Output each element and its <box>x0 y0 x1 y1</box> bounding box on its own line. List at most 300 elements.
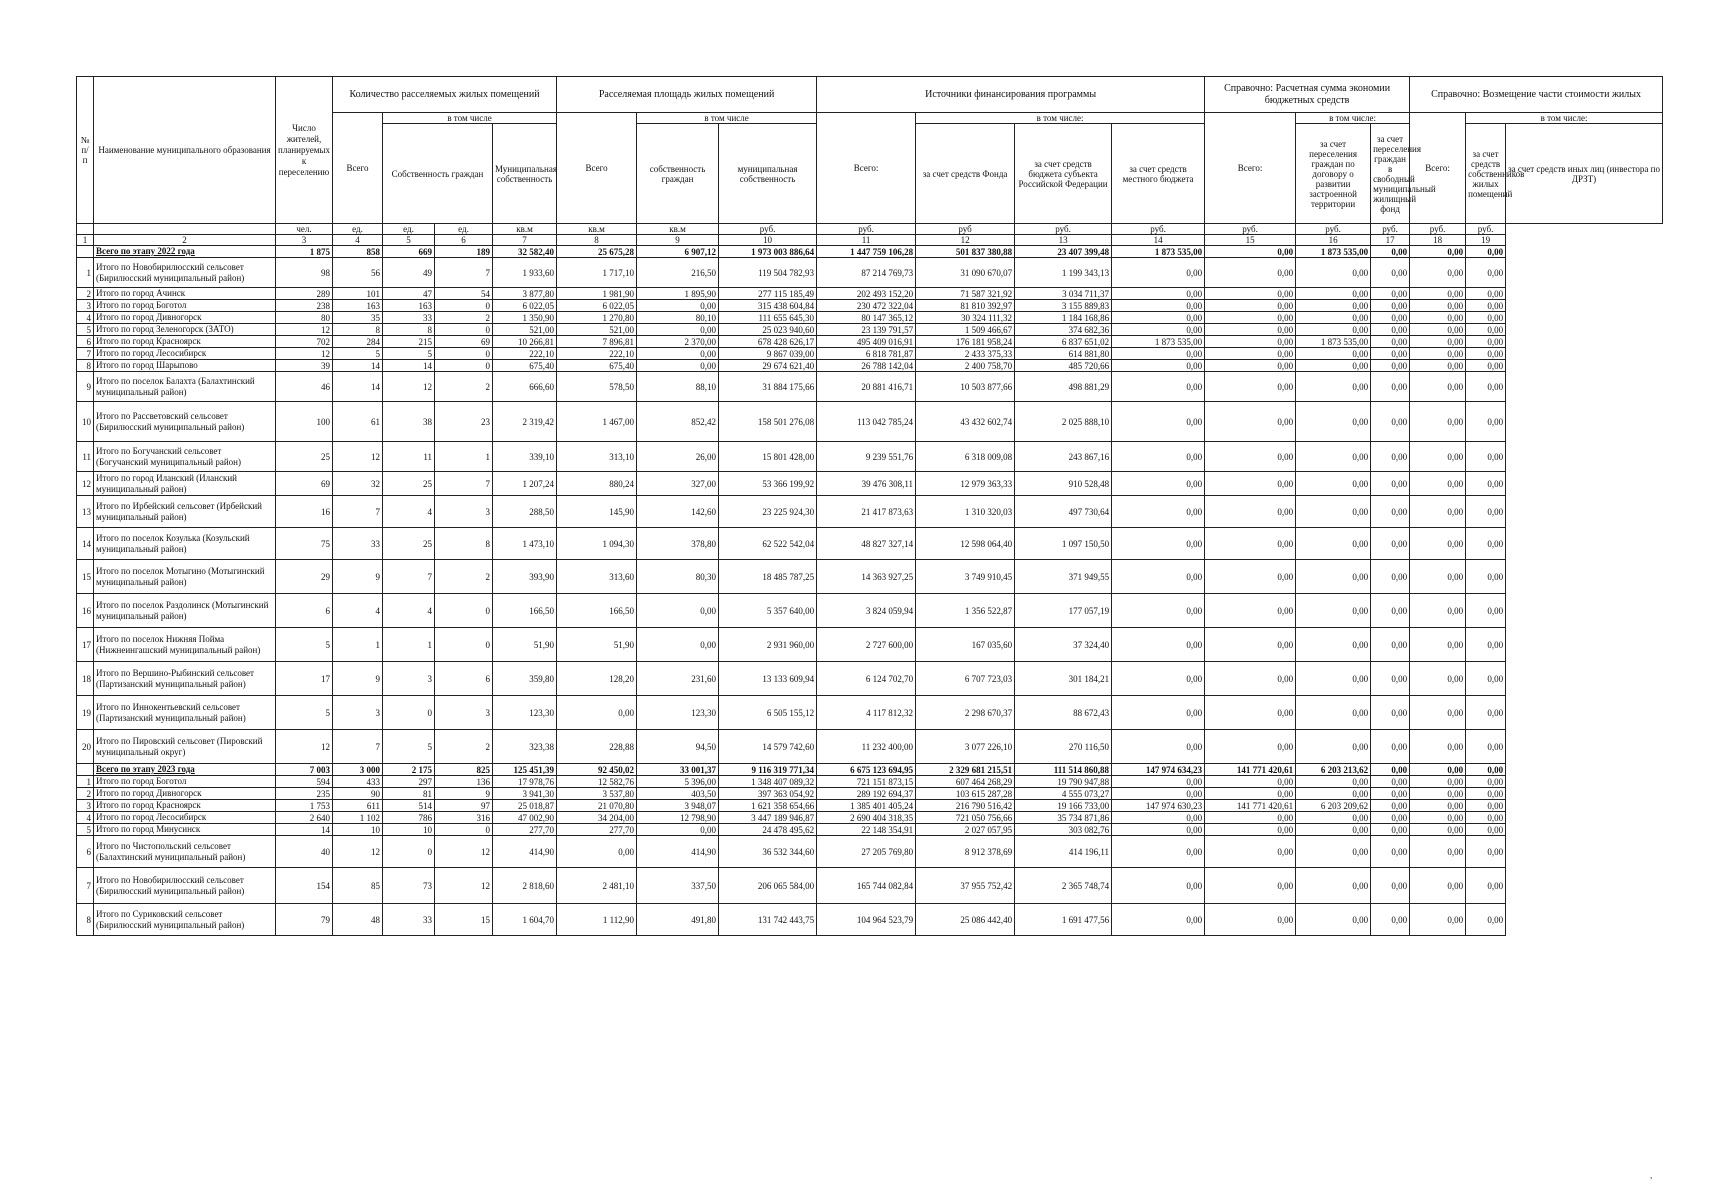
value-cell: 25 <box>383 472 435 496</box>
row-number: 7 <box>77 868 94 904</box>
value-cell: 1 981,90 <box>557 288 637 300</box>
value-cell: 2 931 960,00 <box>719 628 817 662</box>
municipality-name: Итого по город Минусинск <box>94 824 276 836</box>
hdr-units-incl: в том числе <box>383 113 557 124</box>
value-cell: 19 790 947,88 <box>1015 776 1112 788</box>
row-number: 6 <box>77 336 94 348</box>
value-cell: 721 050 756,66 <box>916 812 1015 824</box>
value-cell: 4 <box>333 594 383 628</box>
value-cell: 0,00 <box>1410 904 1466 936</box>
value-cell: 141 771 420,61 <box>1205 800 1296 812</box>
row-number: 19 <box>77 696 94 730</box>
value-cell: 141 771 420,61 <box>1205 764 1296 776</box>
row-number: 3 <box>77 800 94 812</box>
value-cell: 2 365 748,74 <box>1015 868 1112 904</box>
value-cell: 0,00 <box>1410 258 1466 288</box>
value-cell: 94,50 <box>637 730 719 764</box>
value-cell: 0,00 <box>1410 360 1466 372</box>
value-cell: 111 655 645,30 <box>719 312 817 324</box>
table-row <box>77 868 1663 904</box>
value-cell: 0,00 <box>637 300 719 312</box>
value-cell: 1 691 477,56 <box>1015 904 1112 936</box>
value-cell: 0,00 <box>1466 662 1506 696</box>
municipality-name: Итого по Чистопольский сельсовет (Балахтинский муниципальный район) <box>94 836 276 868</box>
value-cell: 0,00 <box>1296 324 1371 336</box>
table-row <box>77 402 1663 442</box>
column-number-cell: 18 <box>1410 235 1466 246</box>
value-cell: 0,00 <box>1296 776 1371 788</box>
value-cell: 23 407 399,48 <box>1015 246 1112 258</box>
value-cell: 303 082,76 <box>1015 824 1112 836</box>
value-cell: 39 <box>276 360 333 372</box>
hdr-sav-free-fund: за счет переселения граждан в свободный муниципальный жилищный фонд <box>1371 124 1410 224</box>
value-cell: 0,00 <box>1466 904 1506 936</box>
value-cell: 0,00 <box>1296 836 1371 868</box>
value-cell: 26 788 142,04 <box>817 360 916 372</box>
value-cell: 327,00 <box>637 472 719 496</box>
value-cell: 675,40 <box>493 360 557 372</box>
column-number-cell: 16 <box>1296 235 1371 246</box>
value-cell: 9 867 039,00 <box>719 348 817 360</box>
value-cell: 47 002,90 <box>493 812 557 824</box>
value-cell: 19 166 733,00 <box>1015 800 1112 812</box>
value-cell: 0,00 <box>637 360 719 372</box>
hdr-group-reimbursement: Справочно: Возмещение части стоимости жилых <box>1410 77 1663 113</box>
value-cell: 0,00 <box>1466 800 1506 812</box>
value-cell: 0,00 <box>1466 336 1506 348</box>
value-cell: 0,00 <box>1410 836 1466 868</box>
value-cell: 675,40 <box>557 360 637 372</box>
municipality-name: Итого по Суриковский сельсовет (Бирилюсский муниципальный район) <box>94 904 276 936</box>
row-number: 5 <box>77 824 94 836</box>
value-cell: 69 <box>435 336 493 348</box>
municipality-name: Итого по город Красноярск <box>94 800 276 812</box>
value-cell: 0,00 <box>1205 324 1296 336</box>
value-cell: 17 <box>276 662 333 696</box>
value-cell: 0,00 <box>1410 312 1466 324</box>
value-cell: 678 428 626,17 <box>719 336 817 348</box>
table-row <box>77 560 1663 594</box>
value-cell: 2 298 670,37 <box>916 696 1015 730</box>
value-cell: 0,00 <box>1410 300 1466 312</box>
value-cell: 8 <box>435 528 493 560</box>
value-cell: 73 <box>383 868 435 904</box>
value-cell: 165 744 082,84 <box>817 868 916 904</box>
unit-cell: руб. <box>1205 224 1296 235</box>
value-cell: 36 532 344,60 <box>719 836 817 868</box>
value-cell: 0,00 <box>1466 696 1506 730</box>
value-cell: 2 329 681 215,51 <box>916 764 1015 776</box>
table-row <box>77 442 1663 472</box>
row-number: 15 <box>77 560 94 594</box>
value-cell: 0,00 <box>1466 246 1506 258</box>
value-cell: 3 447 189 946,87 <box>719 812 817 824</box>
municipality-name: Итого по город Красноярск <box>94 336 276 348</box>
value-cell: 378,80 <box>637 528 719 560</box>
value-cell: 92 450,02 <box>557 764 637 776</box>
value-cell: 33 <box>383 312 435 324</box>
value-cell: 163 <box>383 300 435 312</box>
value-cell: 3 <box>435 496 493 528</box>
value-cell: 0,00 <box>1112 904 1205 936</box>
table-row <box>77 496 1663 528</box>
value-cell: 7 003 <box>276 764 333 776</box>
value-cell: 0,00 <box>1466 324 1506 336</box>
table-row <box>77 336 1663 348</box>
value-cell: 1 356 522,87 <box>916 594 1015 628</box>
value-cell: 0,00 <box>1296 730 1371 764</box>
value-cell: 0,00 <box>1371 594 1410 628</box>
value-cell: 0 <box>435 300 493 312</box>
resettlement-table <box>76 76 1663 936</box>
value-cell: 786 <box>383 812 435 824</box>
value-cell: 289 192 694,37 <box>817 788 916 800</box>
value-cell: 0,00 <box>1371 730 1410 764</box>
value-cell: 7 <box>435 472 493 496</box>
value-cell: 4 117 812,32 <box>817 696 916 730</box>
unit-cell: руб. <box>1296 224 1371 235</box>
column-number-cell: 14 <box>1112 235 1205 246</box>
value-cell: 0,00 <box>1371 824 1410 836</box>
hdr-sav-total: Всего: <box>1205 113 1296 224</box>
column-number-cell: 2 <box>94 235 276 246</box>
value-cell: 607 464 268,29 <box>916 776 1015 788</box>
value-cell: 1 873 535,00 <box>1296 336 1371 348</box>
value-cell: 0,00 <box>1371 258 1410 288</box>
value-cell: 14 579 742,60 <box>719 730 817 764</box>
value-cell: 3 034 711,37 <box>1015 288 1112 300</box>
value-cell: 0,00 <box>1112 868 1205 904</box>
table-row <box>77 472 1663 496</box>
value-cell: 0,00 <box>1205 868 1296 904</box>
value-cell: 206 065 584,00 <box>719 868 817 904</box>
value-cell: 0,00 <box>1371 868 1410 904</box>
value-cell: 0,00 <box>1371 662 1410 696</box>
municipality-name: Всего по этапу 2022 года <box>94 246 276 258</box>
value-cell: 1 199 343,13 <box>1015 258 1112 288</box>
hdr-reimb-incl: в том числе: <box>1466 113 1663 124</box>
row-number: 3 <box>77 300 94 312</box>
value-cell: 34 204,00 <box>557 812 637 824</box>
value-cell: 6 907,12 <box>637 246 719 258</box>
municipality-name: Итого по поселок Нижняя Пойма (Нижнеингашский муниципальный район) <box>94 628 276 662</box>
unit-cell: чел. <box>276 224 333 235</box>
value-cell: 0,00 <box>1112 496 1205 528</box>
value-cell: 1 207,24 <box>493 472 557 496</box>
value-cell: 514 <box>383 800 435 812</box>
value-cell: 12 <box>276 730 333 764</box>
column-number-cell: 1 <box>77 235 94 246</box>
value-cell: 0,00 <box>557 836 637 868</box>
value-cell: 24 478 495,62 <box>719 824 817 836</box>
value-cell: 3 000 <box>333 764 383 776</box>
value-cell: 339,10 <box>493 442 557 472</box>
value-cell: 0,00 <box>1296 288 1371 300</box>
column-number-cell: 6 <box>435 235 493 246</box>
value-cell: 16 <box>276 496 333 528</box>
value-cell: 25 023 940,60 <box>719 324 817 336</box>
value-cell: 79 <box>276 904 333 936</box>
value-cell: 0,00 <box>1371 288 1410 300</box>
hdr-fin-total: Всего: <box>817 113 916 224</box>
value-cell: 0,00 <box>1410 496 1466 528</box>
value-cell: 2 025 888,10 <box>1015 402 1112 442</box>
value-cell: 0,00 <box>1296 348 1371 360</box>
value-cell: 35 734 871,86 <box>1015 812 1112 824</box>
value-cell: 0,00 <box>1410 800 1466 812</box>
value-cell: 521,00 <box>493 324 557 336</box>
value-cell: 0,00 <box>1371 776 1410 788</box>
municipality-name: Итого по Ирбейский сельсовет (Ирбейский муниципальный район) <box>94 496 276 528</box>
value-cell: 216,50 <box>637 258 719 288</box>
value-cell: 0 <box>383 836 435 868</box>
value-cell: 1 621 358 654,66 <box>719 800 817 812</box>
value-cell: 0,00 <box>1410 324 1466 336</box>
value-cell: 414,90 <box>493 836 557 868</box>
value-cell: 81 <box>383 788 435 800</box>
value-cell: 12 582,76 <box>557 776 637 788</box>
value-cell: 0,00 <box>1296 628 1371 662</box>
value-cell: 0,00 <box>1112 472 1205 496</box>
value-cell: 147 974 634,23 <box>1112 764 1205 776</box>
value-cell: 485 720,66 <box>1015 360 1112 372</box>
municipality-name: Итого по город Зеленогорск (ЗАТО) <box>94 324 276 336</box>
value-cell: 1 094,30 <box>557 528 637 560</box>
value-cell: 104 964 523,79 <box>817 904 916 936</box>
value-cell: 6 022,05 <box>557 300 637 312</box>
value-cell: 0,00 <box>1205 442 1296 472</box>
value-cell: 0,00 <box>637 348 719 360</box>
value-cell: 6 022,05 <box>493 300 557 312</box>
row-number: 7 <box>77 348 94 360</box>
value-cell: 0,00 <box>1296 360 1371 372</box>
value-cell: 5 <box>276 628 333 662</box>
value-cell: 578,50 <box>557 372 637 402</box>
value-cell: 5 <box>276 696 333 730</box>
table-row <box>77 812 1663 824</box>
value-cell: 0,00 <box>1205 372 1296 402</box>
value-cell: 0,00 <box>1296 528 1371 560</box>
value-cell: 215 <box>383 336 435 348</box>
value-cell: 1 933,60 <box>493 258 557 288</box>
value-cell: 51,90 <box>557 628 637 662</box>
value-cell: 90 <box>333 788 383 800</box>
value-cell: 189 <box>435 246 493 258</box>
municipality-name: Итого по город Ачинск <box>94 288 276 300</box>
value-cell: 8 <box>333 324 383 336</box>
value-cell: 0,00 <box>1410 764 1466 776</box>
value-cell: 131 742 443,75 <box>719 904 817 936</box>
value-cell: 222,10 <box>557 348 637 360</box>
value-cell: 111 514 860,88 <box>1015 764 1112 776</box>
column-number-cell: 3 <box>276 235 333 246</box>
value-cell: 3 537,80 <box>557 788 637 800</box>
value-cell: 3 <box>435 696 493 730</box>
row-number: 12 <box>77 472 94 496</box>
table-row <box>77 800 1663 812</box>
value-cell: 6 818 781,87 <box>817 348 916 360</box>
value-cell: 0,00 <box>637 824 719 836</box>
value-cell: 0,00 <box>1205 258 1296 288</box>
table-header <box>77 77 1663 246</box>
value-cell: 18 485 787,25 <box>719 560 817 594</box>
row-number: 17 <box>77 628 94 662</box>
value-cell: 21 417 873,63 <box>817 496 916 528</box>
value-cell: 0,00 <box>1466 360 1506 372</box>
value-cell: 3 877,80 <box>493 288 557 300</box>
value-cell: 0,00 <box>1296 868 1371 904</box>
value-cell: 31 090 670,07 <box>916 258 1015 288</box>
value-cell: 23 <box>435 402 493 442</box>
value-cell: 113 042 785,24 <box>817 402 916 442</box>
hdr-group-savings: Справочно: Расчетная сумма экономии бюджетных средств <box>1205 77 1410 113</box>
table-row <box>77 776 1663 788</box>
municipality-name: Всего по этапу 2023 года <box>94 764 276 776</box>
value-cell: 21 070,80 <box>557 800 637 812</box>
value-cell: 403,50 <box>637 788 719 800</box>
value-cell: 32 582,40 <box>493 246 557 258</box>
column-number-cell: 17 <box>1371 235 1410 246</box>
value-cell: 22 148 354,91 <box>817 824 916 836</box>
value-cell: 5 <box>383 730 435 764</box>
value-cell: 0,00 <box>1466 560 1506 594</box>
value-cell: 0,00 <box>1296 312 1371 324</box>
value-cell: 3 824 059,94 <box>817 594 916 628</box>
value-cell: 2 319,42 <box>493 402 557 442</box>
value-cell: 1 875 <box>276 246 333 258</box>
hdr-fin-local: за счет средств местного бюджета <box>1112 124 1205 224</box>
table-row <box>77 372 1663 402</box>
value-cell: 147 974 630,23 <box>1112 800 1205 812</box>
value-cell: 43 432 602,74 <box>916 402 1015 442</box>
value-cell: 0,00 <box>1371 372 1410 402</box>
value-cell: 2 818,60 <box>493 868 557 904</box>
value-cell: 270 116,50 <box>1015 730 1112 764</box>
value-cell: 177 057,19 <box>1015 594 1112 628</box>
value-cell: 14 <box>333 360 383 372</box>
value-cell: 0,00 <box>1466 788 1506 800</box>
value-cell: 37 324,40 <box>1015 628 1112 662</box>
value-cell: 0,00 <box>1205 824 1296 836</box>
value-cell: 2 481,10 <box>557 868 637 904</box>
value-cell: 1 348 407 089,32 <box>719 776 817 788</box>
value-cell: 0,00 <box>637 628 719 662</box>
value-cell: 1 717,10 <box>557 258 637 288</box>
value-cell: 13 133 609,94 <box>719 662 817 696</box>
value-cell: 103 615 287,28 <box>916 788 1015 800</box>
value-cell: 235 <box>276 788 333 800</box>
value-cell: 62 522 542,04 <box>719 528 817 560</box>
value-cell: 97 <box>435 800 493 812</box>
value-cell: 1 973 003 886,64 <box>719 246 817 258</box>
value-cell: 374 682,36 <box>1015 324 1112 336</box>
value-cell: 0,00 <box>1296 560 1371 594</box>
value-cell: 0,00 <box>1296 696 1371 730</box>
value-cell: 142,60 <box>637 496 719 528</box>
value-cell: 2 433 375,33 <box>916 348 1015 360</box>
value-cell: 0,00 <box>1112 836 1205 868</box>
value-cell: 4 555 073,27 <box>1015 788 1112 800</box>
value-cell: 0,00 <box>1410 528 1466 560</box>
municipality-name: Итого по город Дивногорск <box>94 312 276 324</box>
value-cell: 5 <box>333 348 383 360</box>
value-cell: 37 955 752,42 <box>916 868 1015 904</box>
value-cell: 2 <box>435 730 493 764</box>
value-cell: 123,30 <box>637 696 719 730</box>
hdr-area-total: Всего <box>557 113 637 224</box>
row-number: 1 <box>77 776 94 788</box>
unit-cell: руб. <box>1371 224 1410 235</box>
value-cell: 154 <box>276 868 333 904</box>
value-cell: 167 035,60 <box>916 628 1015 662</box>
hdr-reimb-other: за счет средств иных лиц (инвестора по ДРЗТ) <box>1506 124 1663 224</box>
value-cell: 0,00 <box>1112 528 1205 560</box>
value-cell: 0 <box>383 696 435 730</box>
municipality-name: Итого по Иннокентьевский сельсовет (Партизанский муниципальный район) <box>94 696 276 730</box>
municipality-name: Итого по поселок Козулька (Козульский муниципальный район) <box>94 528 276 560</box>
value-cell: 0,00 <box>1205 776 1296 788</box>
value-cell: 0,00 <box>1112 348 1205 360</box>
value-cell: 0,00 <box>1371 628 1410 662</box>
value-cell: 14 <box>333 372 383 402</box>
value-cell: 0,00 <box>637 594 719 628</box>
value-cell: 2 370,00 <box>637 336 719 348</box>
hdr-sav-incl: в том числе: <box>1296 113 1410 124</box>
hdr-fin-subject: за счет средств бюджета субъекта Российской Федерации <box>1015 124 1112 224</box>
value-cell: 0,00 <box>1466 730 1506 764</box>
value-cell: 222,10 <box>493 348 557 360</box>
value-cell: 228,88 <box>557 730 637 764</box>
value-cell: 0,00 <box>1371 402 1410 442</box>
row-number: 13 <box>77 496 94 528</box>
value-cell: 10 <box>383 824 435 836</box>
value-cell: 238 <box>276 300 333 312</box>
value-cell: 0,00 <box>1112 594 1205 628</box>
stage-total-row <box>77 764 1663 776</box>
value-cell: 858 <box>333 246 383 258</box>
value-cell: 852,42 <box>637 402 719 442</box>
value-cell: 0,00 <box>1112 788 1205 800</box>
municipality-name: Итого по Богучанский сельсовет (Богучанский муниципальный район) <box>94 442 276 472</box>
value-cell: 166,50 <box>493 594 557 628</box>
value-cell: 666,60 <box>493 372 557 402</box>
document-sheet <box>76 76 1663 936</box>
value-cell: 6 203 213,62 <box>1296 764 1371 776</box>
value-cell: 32 <box>333 472 383 496</box>
unit-cell: ед. <box>333 224 383 235</box>
value-cell: 0,00 <box>1205 312 1296 324</box>
value-cell: 29 674 621,40 <box>719 360 817 372</box>
value-cell: 2 <box>435 560 493 594</box>
value-cell: 0,00 <box>1205 360 1296 372</box>
value-cell: 231,60 <box>637 662 719 696</box>
value-cell: 0,00 <box>1205 528 1296 560</box>
value-cell: 1 604,70 <box>493 904 557 936</box>
value-cell: 721 151 873,15 <box>817 776 916 788</box>
municipality-name: Итого по поселок Раздолинск (Мотыгинский муниципальный район) <box>94 594 276 628</box>
row-number <box>77 246 94 258</box>
value-cell: 614 881,80 <box>1015 348 1112 360</box>
value-cell: 0,00 <box>1410 472 1466 496</box>
value-cell: 0,00 <box>1296 402 1371 442</box>
value-cell: 497 730,64 <box>1015 496 1112 528</box>
value-cell: 6 675 123 694,95 <box>817 764 916 776</box>
value-cell: 0,00 <box>1410 594 1466 628</box>
value-cell: 0,00 <box>1205 288 1296 300</box>
value-cell: 100 <box>276 402 333 442</box>
value-cell: 0,00 <box>1466 258 1506 288</box>
unit-cell: руб <box>916 224 1015 235</box>
